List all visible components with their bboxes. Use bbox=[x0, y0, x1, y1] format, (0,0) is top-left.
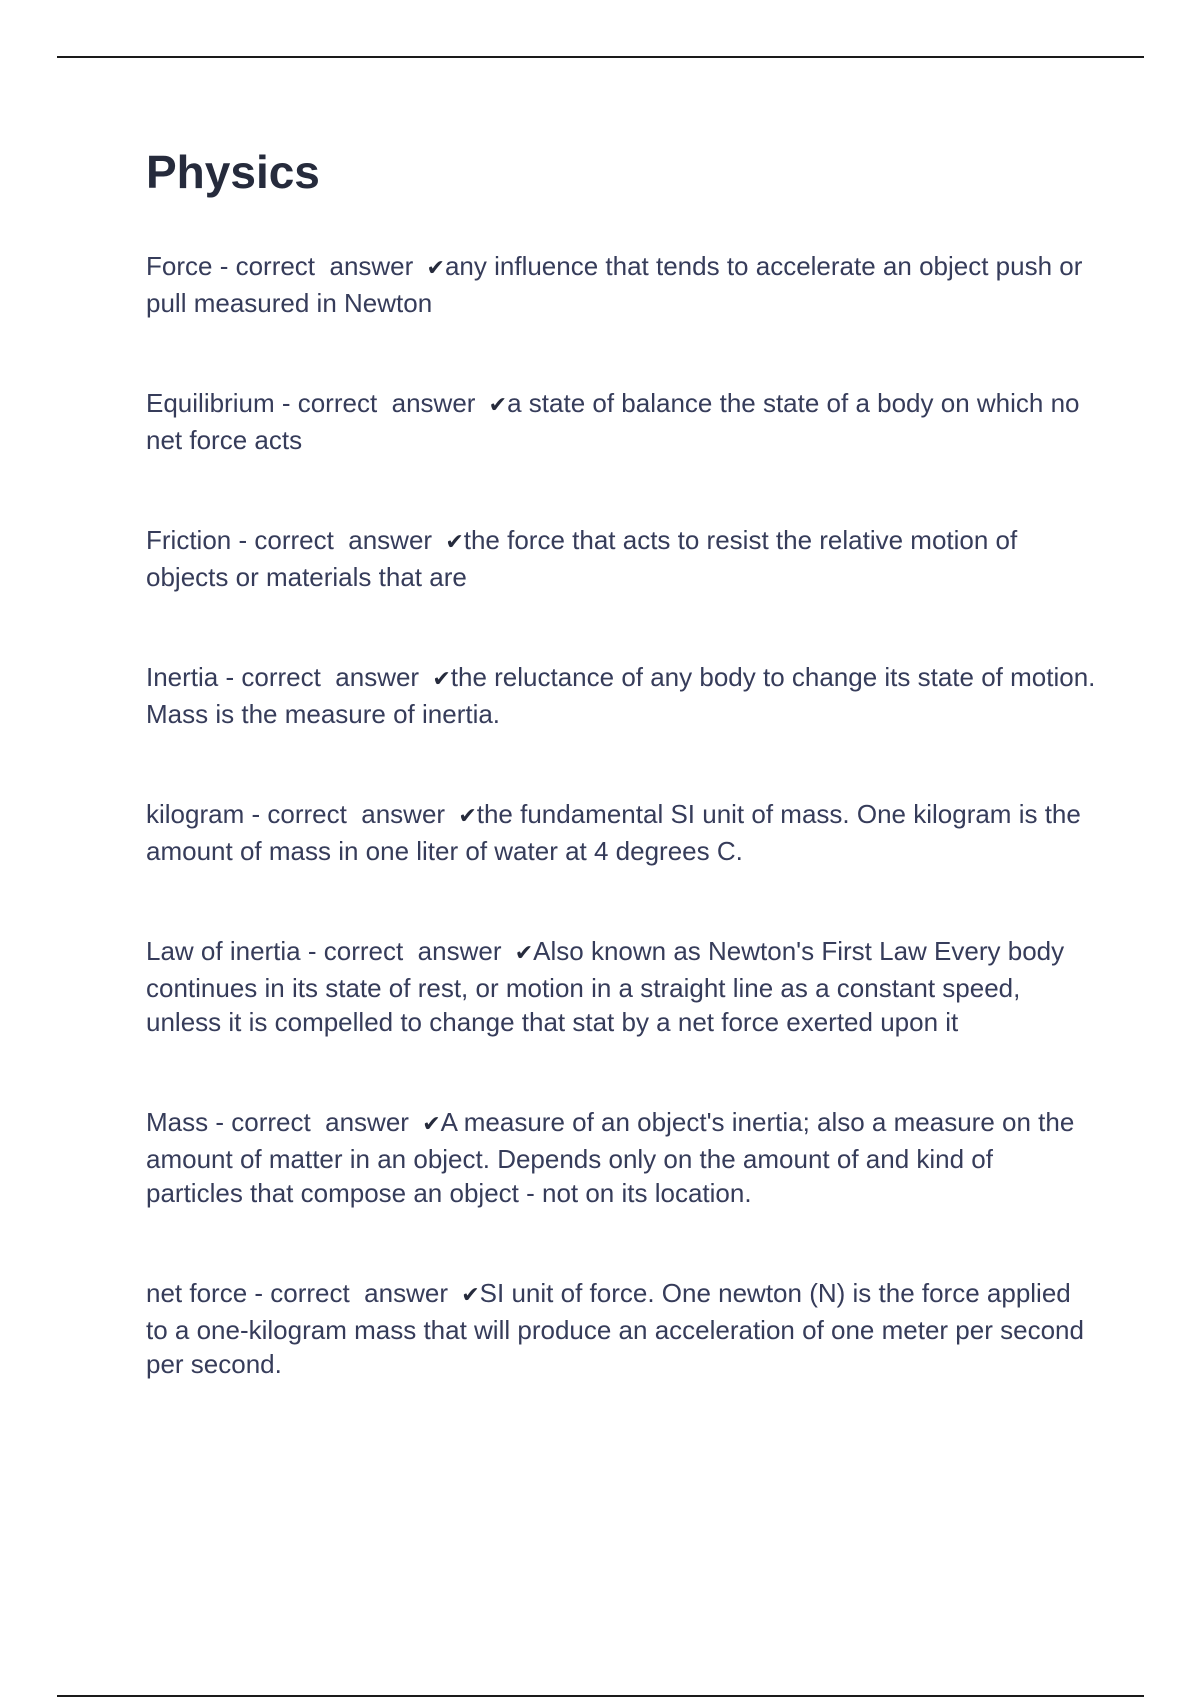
term: net force bbox=[146, 1278, 248, 1308]
answer-separator: - correct answer bbox=[218, 662, 427, 692]
term: Equilibrium bbox=[146, 388, 275, 418]
term: Force bbox=[146, 251, 213, 281]
list-item bbox=[146, 1276, 1096, 1381]
definition: the reluctance of any body to change its state of motion. Mass is the measure of inertia. bbox=[146, 662, 1096, 729]
definition: A measure of an object's inertia; also a measure on the amount of matter in an object. Depends only on the amount of and kind of particles that compose an object - not on its location. bbox=[146, 1107, 1075, 1208]
term: kilogram bbox=[146, 799, 245, 829]
term: Inertia bbox=[146, 662, 219, 692]
term: Friction bbox=[146, 525, 232, 555]
checkmark-icon: ✔ bbox=[458, 804, 477, 829]
answer-separator: - correct answer bbox=[300, 936, 509, 966]
answer-separator: - correct answer bbox=[274, 388, 483, 418]
definition: the fundamental SI unit of mass. One kilogram is the amount of mass in one liter of water at 4 degrees C. bbox=[146, 799, 1081, 866]
term: Law of inertia bbox=[146, 936, 301, 966]
list-item bbox=[146, 1105, 1096, 1210]
answer-separator: - correct answer bbox=[231, 525, 440, 555]
flashcard-list bbox=[146, 249, 1096, 1381]
answer-separator: - correct answer bbox=[212, 251, 421, 281]
checkmark-icon: ✔ bbox=[514, 941, 534, 966]
list-item bbox=[146, 660, 1096, 731]
checkmark-icon: ✔ bbox=[422, 1112, 441, 1137]
checkmark-icon: ✔ bbox=[445, 530, 464, 555]
checkmark-icon: ✔ bbox=[426, 256, 445, 281]
list-item bbox=[146, 934, 1096, 1039]
answer-separator: - correct answer bbox=[208, 1107, 417, 1137]
top-rule bbox=[57, 56, 1144, 58]
page-title: Physics bbox=[146, 146, 320, 198]
list-item bbox=[146, 249, 1096, 320]
document-body bbox=[146, 140, 1096, 1447]
answer-separator: - correct answer bbox=[247, 1278, 456, 1308]
definition: the force that acts to resist the relative motion of objects or materials that are bbox=[146, 525, 1018, 592]
bottom-rule bbox=[57, 1695, 1144, 1697]
definition: Also known as Newton's First Law Every body continues in its state of rest, or motion in a straight line as a constant speed, unless it is compelled to change that stat by a net force exerted upon it bbox=[146, 936, 1065, 1037]
definition: a state of balance the state of a body on which no net force acts bbox=[146, 388, 1080, 455]
checkmark-icon: ✔ bbox=[432, 667, 451, 692]
term: Mass bbox=[146, 1107, 209, 1137]
list-item bbox=[146, 523, 1096, 594]
checkmark-icon: ✔ bbox=[461, 1283, 480, 1308]
list-item bbox=[146, 797, 1096, 868]
answer-separator: - correct answer bbox=[244, 799, 453, 829]
definition: any influence that tends to accelerate an object push or pull measured in Newton bbox=[146, 251, 1083, 318]
checkmark-icon: ✔ bbox=[488, 393, 508, 418]
list-item bbox=[146, 386, 1096, 457]
definition: SI unit of force. One newton (N) is the force applied to a one-kilogram mass that will produce an acceleration of one meter per second per second. bbox=[146, 1278, 1084, 1379]
